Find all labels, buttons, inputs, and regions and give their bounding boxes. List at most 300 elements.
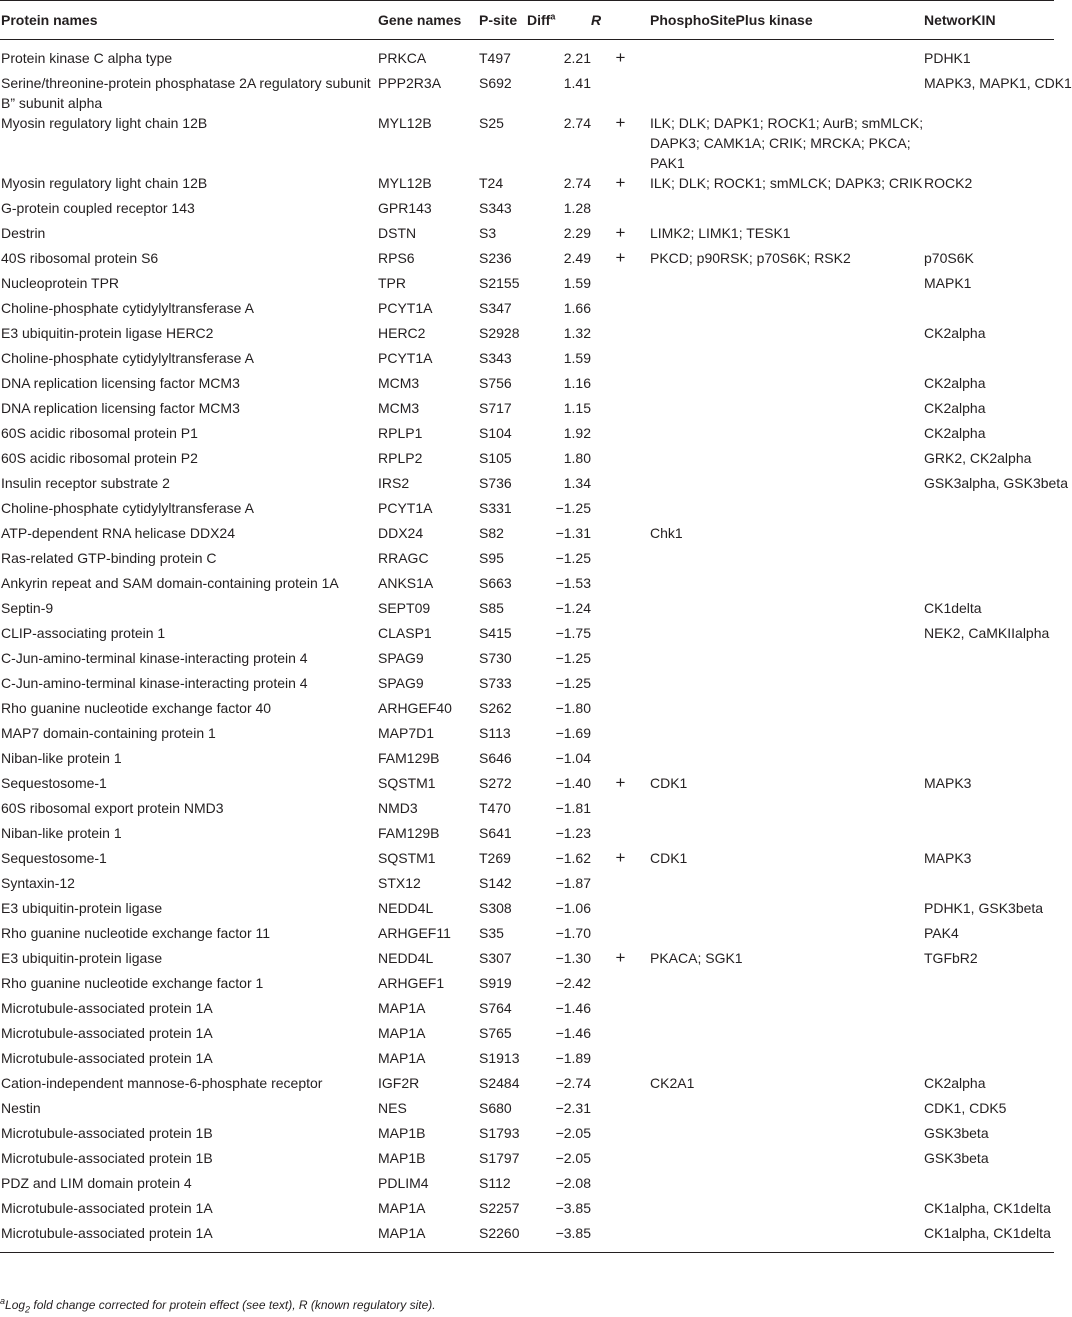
cell-regulatory-flag <box>591 1148 650 1173</box>
cell-gene-name: RPLP2 <box>378 450 423 466</box>
cell-gene-name: MCM3 <box>378 375 420 391</box>
cell-phosphositeplus-kinase <box>650 798 924 823</box>
cell-gene-name: PCYT1A <box>378 300 433 316</box>
table-header-row <box>0 1 1054 40</box>
footnote-subscript: 2 <box>25 1304 31 1315</box>
cell-networkin <box>924 798 1054 823</box>
cell-regulatory-flag <box>591 1073 650 1098</box>
cell-gene-name: NEDD4L <box>378 900 434 916</box>
cell-phosphositeplus-kinase <box>650 973 924 998</box>
table-row <box>0 113 1054 173</box>
cell-protein-name: Rho guanine nucleotide exchange factor 11 <box>1 925 271 941</box>
cell-phosphositeplus-kinase <box>650 40 924 74</box>
cell-p-site: S236 <box>479 250 512 266</box>
cell-p-site: S1793 <box>479 1125 520 1141</box>
table-row <box>0 498 1054 523</box>
cell-protein-name: Niban-like protein 1 <box>1 825 122 841</box>
cell-phosphositeplus-kinase: CDK1 <box>650 775 688 791</box>
cell-gene-name: STX12 <box>378 875 421 891</box>
cell-diff: −1.23 <box>555 825 591 841</box>
cell-diff: −1.46 <box>555 1000 591 1016</box>
cell-networkin <box>924 298 1054 323</box>
cell-diff: −3.85 <box>527 1223 591 1253</box>
header-diff-footnote-marker: a <box>550 11 556 22</box>
cell-phosphositeplus-kinase <box>650 448 924 473</box>
cell-diff: −1.40 <box>555 775 591 791</box>
cell-diff: 1.32 <box>563 325 591 341</box>
cell-networkin: MAPK1 <box>924 275 972 291</box>
cell-phosphositeplus-kinase: CDK1 <box>650 850 688 866</box>
cell-p-site: S415 <box>479 625 512 641</box>
cell-phosphositeplus-kinase <box>650 1048 924 1073</box>
cell-diff: 1.28 <box>563 200 591 216</box>
cell-phosphositeplus-kinase <box>650 498 924 523</box>
table-row <box>0 873 1054 898</box>
cell-protein-name: G-protein coupled receptor 143 <box>1 200 195 216</box>
cell-networkin: ROCK2 <box>924 175 973 191</box>
cell-networkin <box>924 573 1054 598</box>
header-r: R <box>591 1 650 40</box>
cell-diff: 1.16 <box>563 375 591 391</box>
table-row <box>0 923 1054 948</box>
cell-networkin <box>924 723 1054 748</box>
cell-gene-name: ARHGEF40 <box>378 700 452 716</box>
cell-networkin: CK2alpha <box>924 1075 986 1091</box>
cell-gene-name: MAP1B <box>378 1125 426 1141</box>
cell-p-site: S308 <box>479 900 512 916</box>
cell-gene-name: NES <box>378 1100 407 1116</box>
cell-gene-name: MYL12B <box>378 115 432 131</box>
cell-networkin: PDHK1, GSK3beta <box>924 900 1044 916</box>
table-row <box>0 473 1054 498</box>
cell-diff: −1.31 <box>555 525 591 541</box>
cell-diff: −1.62 <box>555 850 591 866</box>
cell-phosphositeplus-kinase <box>650 598 924 623</box>
cell-gene-name: RRAGC <box>378 550 429 566</box>
cell-gene-name: CLASP1 <box>378 625 432 641</box>
cell-diff: −2.42 <box>555 975 591 991</box>
header-p-site: P-site <box>479 1 527 40</box>
cell-phosphositeplus-kinase <box>650 273 924 298</box>
cell-diff: −1.87 <box>555 875 591 891</box>
cell-regulatory-flag <box>591 298 650 323</box>
cell-gene-name: IGF2R <box>378 1075 420 1091</box>
cell-p-site: S1913 <box>479 1050 520 1066</box>
cell-regulatory-flag: + <box>615 848 626 867</box>
cell-phosphositeplus-kinase <box>650 423 924 448</box>
cell-gene-name: NMD3 <box>378 800 418 816</box>
table-row <box>0 573 1054 598</box>
cell-networkin <box>924 548 1054 573</box>
cell-diff: −1.25 <box>555 675 591 691</box>
cell-networkin: GRK2, CK2alpha <box>924 450 1032 466</box>
cell-p-site: S2155 <box>479 275 520 291</box>
table-row <box>0 1048 1054 1073</box>
cell-regulatory-flag <box>591 348 650 373</box>
cell-protein-name: Syntaxin-12 <box>1 875 75 891</box>
cell-diff: −1.24 <box>555 600 591 616</box>
cell-p-site: S85 <box>479 600 504 616</box>
cell-protein-name: MAP7 domain-containing protein 1 <box>1 725 216 741</box>
cell-phosphositeplus-kinase: PKACA; SGK1 <box>650 950 743 966</box>
cell-regulatory-flag: + <box>615 223 626 242</box>
cell-diff: 1.59 <box>563 275 591 291</box>
cell-gene-name: MAP1A <box>378 1050 426 1066</box>
cell-networkin: TGFbR2 <box>924 950 978 966</box>
cell-diff: 1.66 <box>563 300 591 316</box>
footnote-text-end: fold change corrected for protein effect (see text), R (known regulatory site). <box>30 1298 436 1312</box>
table-row <box>0 248 1054 273</box>
cell-regulatory-flag <box>591 1023 650 1048</box>
cell-diff: −1.25 <box>555 650 591 666</box>
cell-diff: 2.21 <box>563 50 591 66</box>
cell-diff: −1.25 <box>555 550 591 566</box>
cell-protein-name: Myosin regulatory light chain 12B <box>1 175 208 191</box>
cell-diff: −1.69 <box>555 725 591 741</box>
table-row <box>0 723 1054 748</box>
cell-diff: 1.34 <box>563 475 591 491</box>
cell-protein-name: Destrin <box>1 225 46 241</box>
cell-phosphositeplus-kinase <box>650 623 924 648</box>
cell-diff: −1.46 <box>555 1025 591 1041</box>
cell-networkin <box>924 113 1054 173</box>
cell-regulatory-flag <box>591 873 650 898</box>
cell-gene-name: DSTN <box>378 225 417 241</box>
cell-p-site: T269 <box>479 850 511 866</box>
cell-protein-name: Sequestosome-1 <box>1 850 107 866</box>
cell-p-site: S307 <box>479 950 512 966</box>
header-gene-names: Gene names <box>378 1 479 40</box>
cell-networkin: NEK2, CaMKIIalpha <box>924 625 1050 641</box>
cell-regulatory-flag <box>591 1098 650 1123</box>
cell-regulatory-flag: + <box>615 173 626 192</box>
cell-regulatory-flag <box>591 1048 650 1073</box>
cell-networkin: CK1alpha, CK1delta <box>924 1223 1054 1253</box>
cell-phosphositeplus-kinase <box>650 898 924 923</box>
cell-phosphositeplus-kinase <box>650 1173 924 1198</box>
cell-diff: 2.29 <box>563 225 591 241</box>
cell-diff: −1.75 <box>555 625 591 641</box>
cell-gene-name: SQSTM1 <box>378 850 436 866</box>
cell-phosphositeplus-kinase <box>650 548 924 573</box>
table-row <box>0 673 1054 698</box>
table-row <box>0 1023 1054 1048</box>
cell-networkin <box>924 673 1054 698</box>
cell-regulatory-flag <box>591 548 650 573</box>
cell-p-site: S347 <box>479 300 512 316</box>
cell-gene-name: SPAG9 <box>378 675 424 691</box>
cell-p-site: S3 <box>479 225 497 241</box>
cell-diff: −2.31 <box>555 1100 591 1116</box>
cell-diff: −1.81 <box>555 800 591 816</box>
cell-p-site: S113 <box>479 725 511 741</box>
cell-regulatory-flag: + <box>615 248 626 267</box>
cell-diff: 1.92 <box>563 425 591 441</box>
cell-phosphositeplus-kinase <box>650 823 924 848</box>
cell-regulatory-flag <box>591 523 650 548</box>
cell-protein-name: 60S acidic ribosomal protein P2 <box>1 450 198 466</box>
cell-diff: −2.05 <box>555 1150 591 1166</box>
table-row <box>0 373 1054 398</box>
cell-networkin <box>924 973 1054 998</box>
cell-networkin: CK2alpha <box>924 375 986 391</box>
cell-regulatory-flag <box>591 323 650 348</box>
table-row <box>0 798 1054 823</box>
cell-regulatory-flag <box>591 973 650 998</box>
cell-p-site: S2257 <box>479 1200 520 1216</box>
cell-protein-name: C-Jun-amino-terminal kinase-interacting protein 4 <box>1 650 308 666</box>
cell-p-site: S733 <box>479 675 512 691</box>
cell-protein-name: Ankyrin repeat and SAM domain-containing protein 1A <box>1 575 339 591</box>
cell-gene-name: SPAG9 <box>378 650 424 666</box>
cell-gene-name: ARHGEF11 <box>378 925 451 941</box>
cell-regulatory-flag <box>591 573 650 598</box>
cell-regulatory-flag <box>591 1123 650 1148</box>
cell-regulatory-flag <box>591 823 650 848</box>
table-row <box>0 698 1054 723</box>
cell-phosphositeplus-kinase <box>650 648 924 673</box>
cell-diff: −3.85 <box>555 1200 591 1216</box>
footnote-text-start: Log <box>5 1298 26 1312</box>
cell-networkin <box>924 1173 1054 1198</box>
table-row <box>0 1198 1054 1223</box>
cell-networkin: CK2alpha <box>924 325 986 341</box>
cell-regulatory-flag <box>591 673 650 698</box>
footnote-marker: a <box>0 1296 6 1306</box>
header-networkin: NetworKIN <box>924 1 1054 40</box>
cell-regulatory-flag <box>591 748 650 773</box>
cell-gene-name: ANKS1A <box>378 575 434 591</box>
cell-networkin <box>924 498 1054 523</box>
cell-protein-name: Septin-9 <box>1 600 54 616</box>
cell-p-site: S82 <box>479 525 504 541</box>
table-row <box>0 73 1054 113</box>
cell-diff: 1.15 <box>563 400 591 416</box>
cell-p-site: S730 <box>479 650 512 666</box>
cell-phosphositeplus-kinase <box>650 1198 924 1223</box>
cell-protein-name: Sequestosome-1 <box>1 775 107 791</box>
cell-protein-name: ATP-dependent RNA helicase DDX24 <box>1 525 235 541</box>
cell-diff: 1.80 <box>563 450 591 466</box>
cell-gene-name: MYL12B <box>378 175 432 191</box>
cell-p-site: S919 <box>479 975 512 991</box>
cell-gene-name: PCYT1A <box>378 500 433 516</box>
cell-protein-name: 40S ribosomal protein S6 <box>1 250 159 266</box>
table-row <box>0 623 1054 648</box>
cell-protein-name: Microtubule-associated protein 1A <box>1 1025 213 1041</box>
table-row <box>0 1123 1054 1148</box>
cell-protein-name: Choline-phosphate cytidylyltransferase A <box>1 500 254 516</box>
cell-gene-name: PCYT1A <box>378 350 433 366</box>
cell-diff: −1.30 <box>555 950 591 966</box>
cell-networkin: CK2alpha <box>924 400 986 416</box>
cell-regulatory-flag <box>591 498 650 523</box>
cell-gene-name: PPP2R3A <box>378 75 442 91</box>
cell-p-site: S331 <box>479 500 512 516</box>
table-row <box>0 973 1054 998</box>
cell-diff: −1.25 <box>555 500 591 516</box>
table-row <box>0 298 1054 323</box>
cell-phosphositeplus-kinase <box>650 573 924 598</box>
cell-p-site: S25 <box>479 115 504 131</box>
cell-diff: −1.80 <box>555 700 591 716</box>
cell-phosphositeplus-kinase <box>650 698 924 723</box>
cell-networkin <box>924 1023 1054 1048</box>
cell-regulatory-flag <box>591 698 650 723</box>
cell-gene-name: MAP1A <box>378 1200 426 1216</box>
cell-protein-name: Microtubule-associated protein 1A <box>1 1000 213 1016</box>
cell-regulatory-flag: + <box>615 948 626 967</box>
cell-p-site: S2260 <box>479 1223 527 1253</box>
cell-regulatory-flag <box>591 598 650 623</box>
cell-regulatory-flag <box>591 998 650 1023</box>
cell-protein-name: Microtubule-associated protein 1A <box>1 1200 213 1216</box>
cell-regulatory-flag <box>591 798 650 823</box>
cell-gene-name: MAP1A <box>378 1000 426 1016</box>
cell-networkin <box>924 823 1054 848</box>
cell-regulatory-flag <box>591 373 650 398</box>
table-footnote <box>0 1298 436 1314</box>
cell-networkin: PDHK1 <box>924 50 971 66</box>
cell-protein-name: Ras-related GTP-binding protein C <box>1 550 217 566</box>
cell-networkin: GSK3beta <box>924 1125 989 1141</box>
cell-regulatory-flag <box>591 1198 650 1223</box>
cell-gene-name: RPLP1 <box>378 425 423 441</box>
table-row <box>0 523 1054 548</box>
cell-protein-name: Rho guanine nucleotide exchange factor 1 <box>1 975 264 991</box>
cell-p-site: S95 <box>479 550 504 566</box>
table-row <box>0 198 1054 223</box>
cell-regulatory-flag: + <box>615 48 626 67</box>
cell-networkin: MAPK3 <box>924 775 972 791</box>
cell-networkin: p70S6K <box>924 250 974 266</box>
cell-regulatory-flag <box>591 423 650 448</box>
cell-phosphositeplus-kinase <box>650 198 924 223</box>
cell-phosphositeplus-kinase: LIMK2; LIMK1; TESK1 <box>650 225 791 241</box>
cell-gene-name: DDX24 <box>378 525 424 541</box>
cell-protein-name: 60S ribosomal export protein NMD3 <box>1 800 224 816</box>
cell-gene-name: MAP1B <box>378 1150 426 1166</box>
cell-gene-name: MAP7D1 <box>378 725 435 741</box>
cell-protein-name: E3 ubiquitin-protein ligase HERC2 <box>1 325 214 341</box>
cell-diff: −1.06 <box>555 900 591 916</box>
cell-diff: 2.74 <box>563 115 591 131</box>
header-diff-label: Diff <box>527 12 551 28</box>
cell-phosphositeplus-kinase <box>650 373 924 398</box>
table-row <box>0 273 1054 298</box>
header-diff <box>527 1 591 40</box>
cell-p-site: S756 <box>479 375 512 391</box>
cell-diff: −2.74 <box>555 1075 591 1091</box>
cell-networkin: CK1delta <box>924 600 982 616</box>
cell-p-site: S1797 <box>479 1150 520 1166</box>
cell-protein-name: Myosin regulatory light chain 12B <box>1 115 208 131</box>
cell-gene-name: RPS6 <box>378 250 415 266</box>
cell-protein-name: C-Jun-amino-terminal kinase-interacting protein 4 <box>1 675 308 691</box>
table-row <box>0 598 1054 623</box>
cell-phosphositeplus-kinase: ILK; DLK; DAPK1; ROCK1; AurB; smMLCK; DAPK3; CAMK1A; CRIK; MRCKA; PKCA; PAK1 <box>650 115 924 171</box>
cell-networkin: MAPK3 <box>924 850 972 866</box>
cell-protein-name: Choline-phosphate cytidylyltransferase A <box>1 350 254 366</box>
table-row <box>0 1098 1054 1123</box>
cell-protein-name: Microtubule-associated protein 1A <box>0 1223 378 1253</box>
cell-regulatory-flag <box>591 73 650 113</box>
cell-networkin: GSK3beta <box>924 1150 989 1166</box>
cell-networkin <box>924 648 1054 673</box>
cell-protein-name: Protein kinase C alpha type <box>1 50 173 66</box>
cell-protein-name: E3 ubiquitin-protein ligase <box>1 900 163 916</box>
header-protein-names: Protein names <box>0 1 378 40</box>
table-body <box>0 40 1072 1253</box>
table-row <box>0 773 1054 798</box>
cell-phosphositeplus-kinase <box>650 873 924 898</box>
cell-gene-name: GPR143 <box>378 200 432 216</box>
cell-p-site: S142 <box>479 875 512 891</box>
table-row <box>0 448 1054 473</box>
cell-regulatory-flag <box>591 723 650 748</box>
cell-regulatory-flag <box>591 273 650 298</box>
cell-p-site: S764 <box>479 1000 512 1016</box>
cell-p-site: S112 <box>479 1175 511 1191</box>
cell-protein-name: Choline-phosphate cytidylyltransferase A <box>1 300 254 316</box>
cell-gene-name: ARHGEF1 <box>378 975 445 991</box>
cell-diff: −1.04 <box>555 750 591 766</box>
cell-p-site: S343 <box>479 200 512 216</box>
cell-gene-name: NEDD4L <box>378 950 434 966</box>
cell-networkin: CDK1, CDK5 <box>924 1100 1007 1116</box>
cell-gene-name: PRKCA <box>378 50 427 66</box>
table-row <box>0 823 1054 848</box>
cell-regulatory-flag: + <box>615 113 626 132</box>
cell-networkin <box>924 748 1054 773</box>
cell-protein-name: Nestin <box>1 1100 41 1116</box>
cell-diff: −1.70 <box>555 925 591 941</box>
cell-networkin: CK1alpha, CK1delta <box>924 1200 1051 1216</box>
cell-protein-name: DNA replication licensing factor MCM3 <box>1 375 240 391</box>
cell-regulatory-flag <box>591 198 650 223</box>
cell-phosphositeplus-kinase <box>650 1148 924 1173</box>
cell-p-site: S104 <box>479 425 512 441</box>
table-row <box>0 398 1054 423</box>
cell-p-site: S717 <box>479 400 512 416</box>
cell-protein-name: Serine/threonine-protein phosphatase 2A regulatory subunit B” subunit alpha <box>1 75 371 111</box>
cell-protein-name: E3 ubiquitin-protein ligase <box>1 950 163 966</box>
table-row <box>0 423 1054 448</box>
cell-gene-name: MCM3 <box>378 400 420 416</box>
cell-networkin <box>924 223 1054 248</box>
cell-phosphositeplus-kinase <box>650 923 924 948</box>
cell-regulatory-flag <box>591 1173 650 1198</box>
cell-protein-name: 60S acidic ribosomal protein P1 <box>1 425 198 441</box>
cell-regulatory-flag <box>591 1223 650 1253</box>
cell-networkin <box>924 873 1054 898</box>
cell-gene-name: FAM129B <box>378 750 440 766</box>
cell-gene-name: MAP1A <box>378 1223 479 1253</box>
cell-p-site: T470 <box>479 800 511 816</box>
cell-phosphositeplus-kinase <box>650 473 924 498</box>
table-row <box>0 1173 1054 1198</box>
cell-networkin <box>924 348 1054 373</box>
cell-gene-name: MAP1A <box>378 1025 426 1041</box>
cell-networkin: MAPK3, MAPK1, CDK1 <box>924 75 1072 91</box>
cell-protein-name: Microtubule-associated protein 1B <box>1 1125 213 1141</box>
cell-gene-name: IRS2 <box>378 475 410 491</box>
cell-p-site: S680 <box>479 1100 512 1116</box>
cell-phosphositeplus-kinase <box>650 298 924 323</box>
table-row <box>0 948 1054 973</box>
cell-phosphositeplus-kinase <box>650 398 924 423</box>
table-row <box>0 173 1054 198</box>
